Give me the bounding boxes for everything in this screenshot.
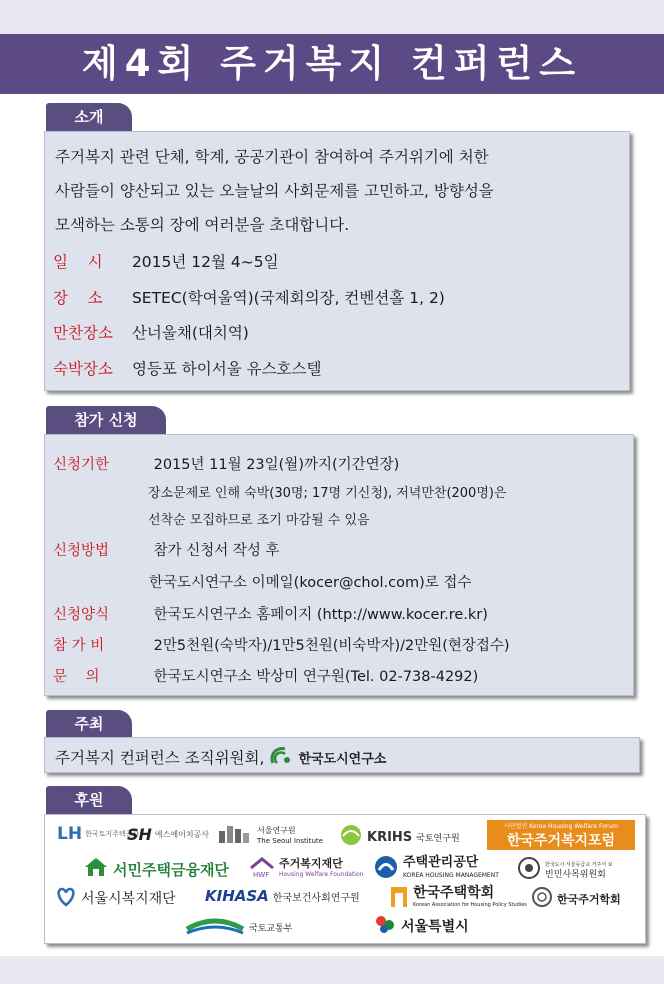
field-date bbox=[53, 250, 279, 272]
apply-deadline bbox=[53, 453, 399, 474]
kpa-seal-icon bbox=[531, 886, 553, 912]
house-icon bbox=[83, 856, 109, 882]
host-line bbox=[55, 745, 386, 769]
apply-method bbox=[53, 539, 280, 560]
field-venue-value: SETEC(학여울역)(국제회의장, 컨벤션홀 1, 2) bbox=[131, 289, 445, 307]
apply-method-value-2: 한국도시연구소 이메일(kocer@chol.com)로 접수 bbox=[149, 575, 472, 591]
heart-icon bbox=[55, 885, 77, 911]
kahps-icon bbox=[389, 885, 409, 913]
apply-fee-value: 2만5천원(숙박자)/1만5천원(비숙박자)/2만원(현장접수) bbox=[153, 638, 510, 654]
apply-form-key: 신청양식 bbox=[53, 607, 110, 623]
section-label-support: 후원 bbox=[46, 786, 132, 814]
section-label-host: 주최 bbox=[46, 710, 132, 738]
sponsor-kihasa bbox=[205, 887, 360, 905]
host-text: 주거복지 컨퍼런스 조직위원회, bbox=[55, 749, 265, 767]
molit-text: 국토교통부 bbox=[249, 923, 293, 934]
poverty-text: 빈민사목위원회 bbox=[545, 870, 606, 880]
sponsor-khwf bbox=[487, 820, 635, 850]
field-lodging bbox=[53, 357, 321, 379]
field-lodging-key: 숙박장소 bbox=[53, 360, 113, 378]
khm-en: KOREA HOUSING MANAGEMENT bbox=[403, 872, 499, 879]
krihs-icon bbox=[339, 824, 363, 850]
sh-logo-text: SH bbox=[127, 825, 152, 844]
intro-line-1: 주거복지 관련 단체, 학계, 공공기관이 참여하여 주거위기에 처한 bbox=[55, 148, 489, 166]
seoul-city-text: 서울특별시 bbox=[401, 919, 469, 935]
field-date-key: 일 시 bbox=[53, 253, 103, 271]
apply-deadline-note-2: 선착순 모집하므로 조기 마감될 수 있음 bbox=[148, 513, 370, 528]
sponsor-hug bbox=[83, 856, 229, 882]
seoul-institute-ko: 서울연구원 bbox=[257, 826, 296, 835]
kpa-text: 한국주거학회 bbox=[557, 893, 621, 906]
field-date-value: 2015년 12월 4~5일 bbox=[131, 253, 279, 271]
sponsor-box bbox=[44, 814, 646, 944]
sponsor-kahps bbox=[389, 885, 527, 913]
sponsor-seoul-city bbox=[373, 913, 469, 939]
section-label-intro: 소개 bbox=[46, 103, 132, 131]
host-org: 한국도시연구소 bbox=[298, 751, 387, 767]
seoul-institute-icon bbox=[217, 823, 253, 849]
sponsor-hwf bbox=[249, 856, 363, 882]
apply-method-value: 참가 신청서 작성 후 bbox=[153, 543, 280, 559]
kahps-en: Korean Association for Housing Policy Studies bbox=[413, 902, 527, 908]
sswf-text: 서울시복지재단 bbox=[81, 891, 176, 907]
apply-deadline-note-1: 장소문제로 인해 숙박(30명; 17명 기신청), 저녁만찬(200명)은 bbox=[148, 486, 507, 501]
forum-top: 사단법인 Korea Housing Welfare Forum bbox=[504, 822, 618, 830]
molit-icon bbox=[185, 915, 245, 939]
khm-icon bbox=[373, 855, 399, 883]
apply-contact bbox=[53, 665, 478, 686]
apply-box bbox=[44, 434, 634, 696]
sponsor-sswf bbox=[55, 885, 176, 911]
sponsor-kpa bbox=[531, 886, 621, 912]
sponsor-seoul-institute bbox=[217, 823, 323, 849]
intro-line-3: 모색하는 소통의 장에 여러분을 초대합니다. bbox=[55, 216, 350, 234]
apply-form-value: 한국도시연구소 홈페이지 (http://www.kocer.re.kr) bbox=[153, 607, 488, 623]
page-title: 제4회 주거복지 컨퍼런스 bbox=[0, 34, 664, 94]
svg-text:HWF: HWF bbox=[253, 871, 270, 878]
sponsor-krihs bbox=[339, 824, 460, 850]
forum-name: 한국주거복지포럼 bbox=[506, 832, 616, 849]
field-venue-key: 장 소 bbox=[53, 289, 103, 307]
field-dinner-value: 산너울채(대치역) bbox=[131, 324, 249, 342]
sponsor-poverty bbox=[517, 856, 613, 884]
intro-box bbox=[44, 131, 630, 391]
kihasa-text: KIHASA bbox=[205, 887, 269, 905]
field-lodging-value: 영등포 하이서울 유스호스텔 bbox=[131, 360, 322, 378]
seoul-city-icon bbox=[373, 913, 397, 939]
kahps-text: 한국주택학회 bbox=[413, 885, 495, 901]
section-label-apply: 참가 신청 bbox=[46, 406, 166, 434]
poverty-icon bbox=[517, 856, 541, 884]
host-box bbox=[44, 737, 640, 773]
krihs-ko: 국토연구원 bbox=[416, 833, 460, 844]
sponsor-molit bbox=[185, 915, 292, 939]
kihasa-ko: 한국보건사회연구원 bbox=[272, 892, 360, 904]
field-venue bbox=[53, 286, 445, 308]
apply-contact-value: 한국도시연구소 박상미 연구원(Tel. 02-738-4292) bbox=[153, 669, 479, 685]
seoul-institute-en: The Seoul Institute bbox=[257, 837, 323, 845]
apply-deadline-value: 2015년 11월 23일(월)까지(기간연장) bbox=[153, 457, 400, 473]
hwf-icon bbox=[249, 856, 275, 882]
hwf-text: 주거복지재단 bbox=[279, 857, 343, 870]
field-dinner-key: 만찬장소 bbox=[53, 324, 113, 342]
apply-method-key: 신청방법 bbox=[53, 543, 110, 559]
sh-sub: 에스에이치공사 bbox=[154, 830, 210, 839]
field-dinner bbox=[53, 321, 249, 343]
lh-sub: 한국토지주택공사 bbox=[85, 830, 140, 838]
apply-contact-key: 문 의 bbox=[53, 669, 100, 685]
sponsor-sh bbox=[127, 825, 209, 844]
bottom-strip bbox=[0, 956, 664, 984]
apply-form bbox=[53, 603, 488, 624]
krihs-text: KRIHS bbox=[367, 829, 413, 845]
apply-fee-key: 참 가 비 bbox=[53, 638, 105, 654]
poverty-top: 한국도시 서울등급교 거주서 보 bbox=[545, 862, 613, 868]
kocer-logo-icon bbox=[270, 745, 294, 769]
intro-line-2: 사람들이 양산되고 있는 오늘날의 사회문제를 고민하고, 방향성을 bbox=[55, 182, 494, 200]
top-strip bbox=[0, 0, 664, 34]
hug-text: 서민주택금융재단 bbox=[113, 860, 229, 879]
apply-deadline-key: 신청기한 bbox=[53, 457, 110, 473]
sponsor-khm bbox=[373, 855, 499, 883]
khm-text: 주택관리공단 bbox=[403, 855, 479, 870]
hwf-en: Housing Welfare Foundation bbox=[279, 871, 364, 878]
lh-logo-text: LH bbox=[57, 824, 83, 844]
apply-fee bbox=[53, 634, 510, 655]
